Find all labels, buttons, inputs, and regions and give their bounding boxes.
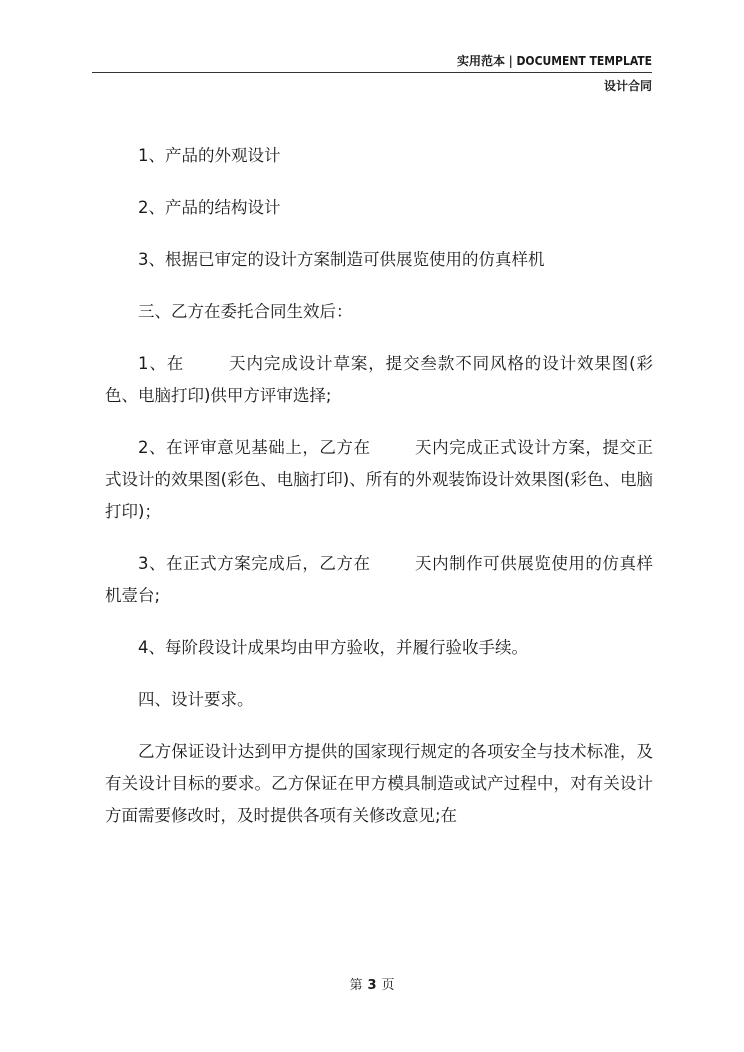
footer-suffix: 页: [381, 978, 395, 993]
footer-prefix: 第: [349, 978, 363, 993]
paragraph: 3、根据已审定的设计方案制造可供展览使用的仿真样机: [138, 250, 545, 269]
header-divider: [92, 72, 652, 73]
paragraph: 4、每阶段设计成果均由甲方验收，并履行验收手续。: [138, 638, 528, 657]
paragraph: 2、产品的结构设计: [138, 198, 281, 217]
paragraph: 3、在正式方案完成后，乙方在 天内制作可供展览使用的仿真样机壹台;: [105, 554, 654, 605]
paragraph: 1、在 天内完成设计草案，提交叁款不同风格的设计效果图(彩色、电脑打印)供甲方评审选择;: [105, 354, 654, 405]
paragraph: 四、设计要求。: [138, 690, 254, 709]
paragraph: 2、在评审意见基础上，乙方在 天内完成正式设计方案，提交正式设计的效果图(彩色、电脑打印)、所有的外观装饰设计效果图(彩色、电脑打印)；: [105, 438, 654, 521]
page-number: 3: [367, 978, 377, 993]
page-footer: [0, 974, 744, 993]
paragraph: 乙方保证设计达到甲方提供的国家现行规定的各项安全与技术标准，及有关设计目标的要求。乙方保证在甲方模具制造或试产过程中，对有关设计方面需要修改时，及时提供各项有关修改意见;在: [105, 742, 653, 825]
paragraph: 1、产品的外观设计: [138, 146, 281, 165]
document-body: [105, 140, 653, 852]
header-subtitle: 设计合同: [603, 79, 652, 93]
header-title: 实用范本 | DOCUMENT TEMPLATE: [456, 54, 652, 68]
paragraph: 三、乙方在委托合同生效后：: [138, 302, 353, 321]
